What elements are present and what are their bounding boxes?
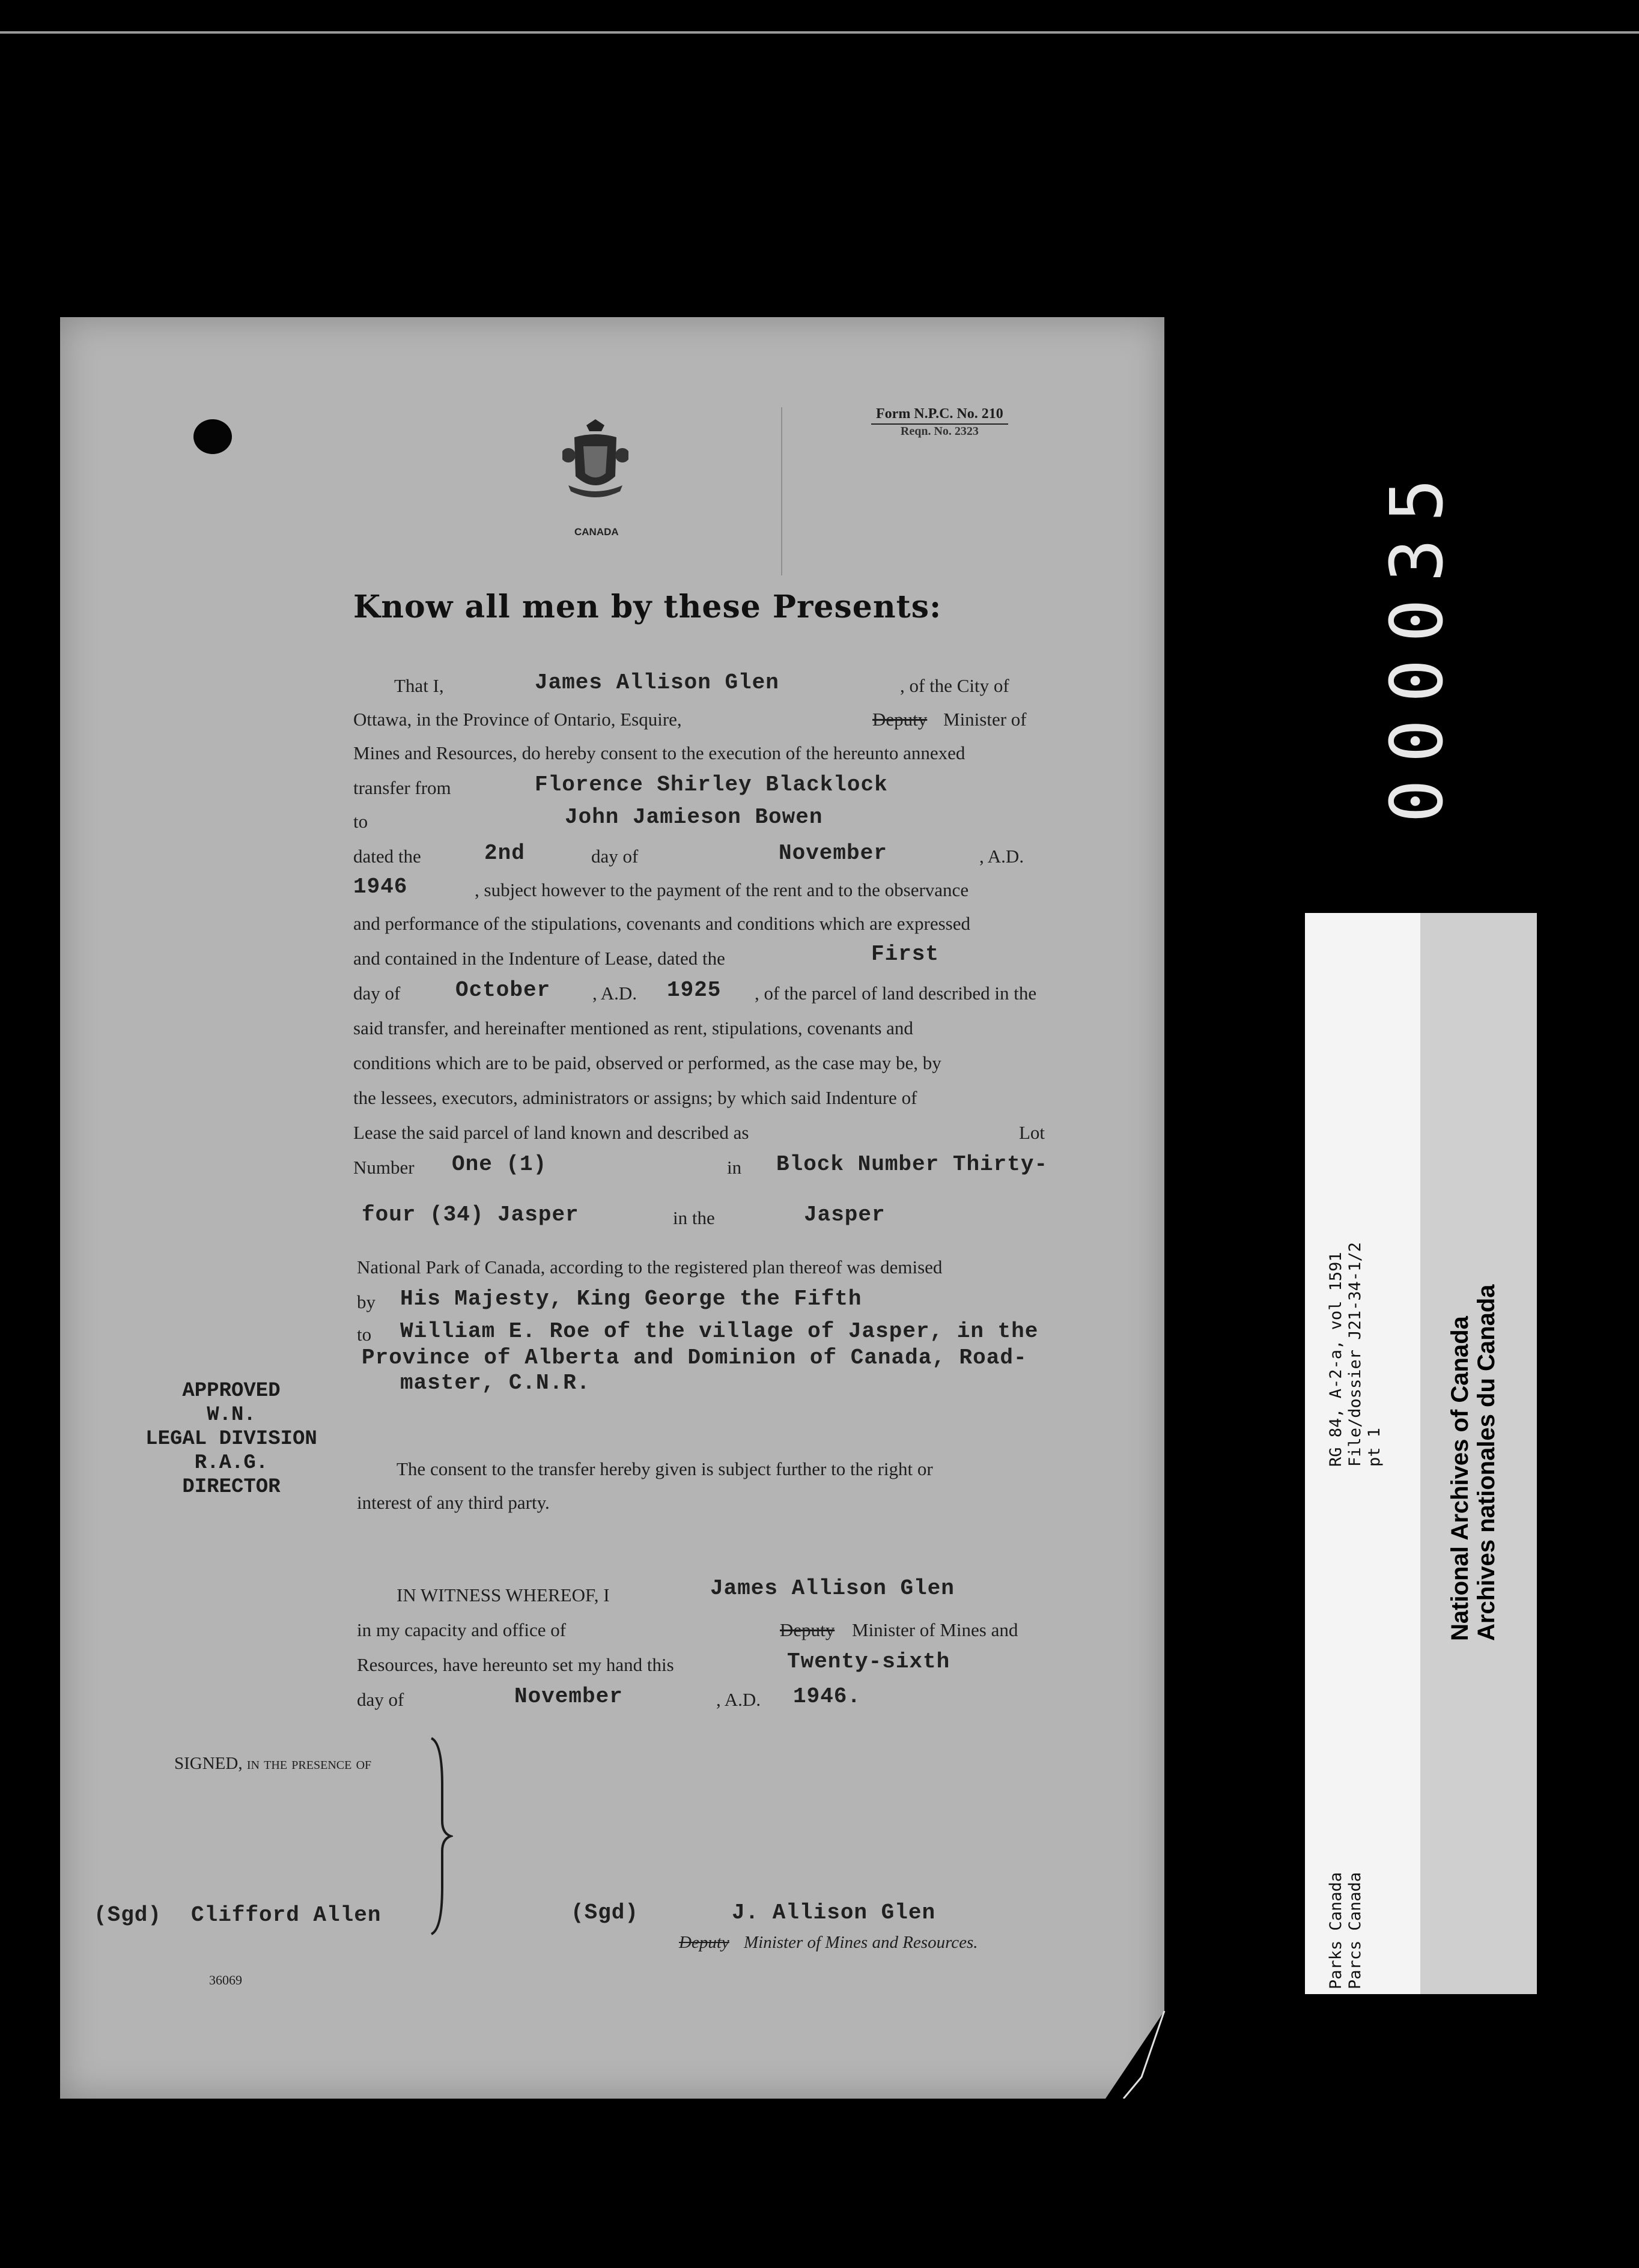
witness-minister-line: Minister of Mines and: [852, 1619, 1018, 1640]
day-of-text-2: day of: [353, 983, 401, 1004]
to-text-2: to: [357, 1324, 372, 1345]
transfer-month: November: [779, 841, 887, 866]
mines-resources-line: Mines and Resources, do hereby consent to the execution of the hereunto annexed: [353, 742, 965, 763]
lessees-line: the lessees, executors, administrators or assigns; by which said Indenture of: [353, 1087, 917, 1108]
transferor-name: Florence Shirley Blacklock: [535, 772, 888, 797]
transfer-day: 2nd: [484, 841, 525, 866]
to-text: to: [353, 811, 368, 832]
day-of-text: day of: [591, 846, 639, 867]
witness-month: November: [514, 1684, 623, 1709]
subject-line: , subject however to the payment of the rent and to the observance: [475, 879, 969, 900]
minister-of-text: Minister of: [943, 709, 1027, 730]
lease-known-line: Lease the said parcel of land known and described as: [353, 1122, 749, 1143]
fonds-reference-1: RG 84, A-2-a, vol 1591: [1327, 1252, 1345, 1467]
lot-number: One (1): [452, 1152, 547, 1177]
performance-line: and performance of the stipulations, covenants and conditions which are expressed: [353, 913, 970, 934]
park-name: Jasper: [804, 1202, 886, 1227]
ad-text: , A.D.: [979, 846, 1024, 867]
crest-label: CANADA: [574, 526, 619, 538]
demised-by: His Majesty, King George the Fifth: [400, 1287, 862, 1311]
witness-signature-name: Clifford Allen: [191, 1903, 382, 1927]
number-text: Number: [353, 1157, 415, 1178]
consent-line-2: interest of any third party.: [357, 1492, 550, 1513]
agency-name-en: Parks Canada: [1327, 1872, 1345, 1989]
stamp-line: W.N.: [207, 1404, 256, 1427]
national-park-line: National Park of Canada, according to the registered plan thereof was demised: [357, 1257, 943, 1278]
dated-the-text: dated the: [353, 846, 421, 867]
institution-name-fr: Archives nationales du Canada: [1473, 1284, 1500, 1641]
by-text: by: [357, 1291, 376, 1312]
lease-month: October: [455, 978, 551, 1002]
requisition-number: Reqn. No. 2323: [900, 425, 979, 438]
signer-title: Minister of Mines and Resources.: [744, 1933, 978, 1952]
lessee-line-3: master, C.N.R.: [400, 1371, 591, 1395]
witness-ad: , A.D.: [716, 1689, 761, 1710]
said-transfer-line: said transfer, and hereinafter mentioned as rent, stipulations, covenants and: [353, 1017, 913, 1038]
block-number-2: four (34) Jasper: [362, 1202, 579, 1227]
document-page: [60, 317, 1164, 2099]
consent-line-1: The consent to the transfer hereby given is subject further to the right or: [397, 1458, 933, 1479]
contained-line: and contained in the Indenture of Lease, dated the: [353, 948, 725, 969]
grantor-name: James Allison Glen: [535, 670, 779, 695]
signer-deputy-struck: Deputy: [679, 1933, 729, 1952]
fold-line: [781, 407, 782, 575]
lease-year: 1925: [667, 978, 722, 1002]
witness-day: Twenty-sixth: [787, 1649, 950, 1674]
page-corner-curl: [1105, 2011, 1166, 2102]
capacity-line: in my capacity and office of: [357, 1619, 567, 1640]
parcel-line: , of the parcel of land described in the: [755, 983, 1037, 1004]
form-number-block: [871, 406, 1008, 438]
transfer-year: 1946: [353, 875, 408, 899]
lessee-line-2: Province of Alberta and Dominion of Canada, Road-: [362, 1345, 1027, 1370]
stamp-line: LEGAL DIVISION: [145, 1428, 317, 1451]
in-text: in: [727, 1157, 742, 1178]
that-i-text: That I,: [394, 675, 444, 696]
signature-brace: [429, 1737, 453, 1938]
archive-label-strip: [1305, 913, 1537, 1994]
block-number-1: Block Number Thirty-: [776, 1152, 1048, 1177]
ottawa-line: Ottawa, in the Province of Ontario, Esquire,: [353, 709, 682, 730]
film-edge-line: [0, 31, 1639, 34]
witness-year: 1946.: [793, 1684, 862, 1709]
in-the-text: in the: [673, 1207, 715, 1228]
approval-stamp: [102, 1379, 360, 1499]
stamp-line: APPROVED: [182, 1380, 281, 1402]
lot-text: Lot: [1019, 1122, 1045, 1143]
witness-grantor-name: James Allison Glen: [710, 1576, 955, 1601]
witness-day-of: day of: [357, 1689, 404, 1710]
agency-name-fr: Parcs Canada: [1346, 1872, 1364, 1989]
transferee-name: John Jamieson Bowen: [565, 805, 823, 829]
signer-name: J. Allison Glen: [732, 1900, 936, 1925]
punch-hole: [193, 419, 232, 454]
ad-text-2: , A.D.: [592, 983, 637, 1004]
fonds-reference-3: pt 1: [1365, 1427, 1384, 1467]
sgd-label-2: (Sgd): [571, 1900, 639, 1925]
conditions-line: conditions which are to be paid, observed or performed, as the case may be, by: [353, 1052, 941, 1073]
transfer-from-text: transfer from: [353, 777, 451, 798]
sgd-label-1: (Sgd): [94, 1903, 162, 1927]
witness-deputy-struck: Deputy: [780, 1619, 835, 1640]
print-code: 36069: [209, 1972, 242, 1988]
stamp-line: DIRECTOR: [182, 1476, 281, 1499]
lessee-line-1: William E. Roe of the village of Jasper, in the: [400, 1319, 1039, 1344]
frame-number: 000035: [1376, 461, 1459, 823]
of-the-city-text: , of the City of: [900, 675, 1009, 696]
lease-day: First: [871, 942, 940, 966]
institution-name-en: National Archives of Canada: [1447, 1316, 1473, 1641]
form-number: Form N.P.C. No. 210: [871, 406, 1008, 425]
fonds-reference-2: File/dossier J21-34-1/2: [1346, 1242, 1364, 1467]
in-witness-text: IN WITNESS WHEREOF, I: [397, 1584, 610, 1605]
deputy-struck-text: Deputy: [872, 709, 928, 730]
canada-crest-icon: [562, 419, 628, 512]
stamp-line: R.A.G.: [194, 1452, 269, 1475]
signed-in-presence-text: SIGNED, in the presence of: [174, 1754, 372, 1773]
document-heading: Know all men by these Presents:: [353, 589, 942, 625]
resources-line: Resources, have hereunto set my hand this: [357, 1654, 674, 1675]
